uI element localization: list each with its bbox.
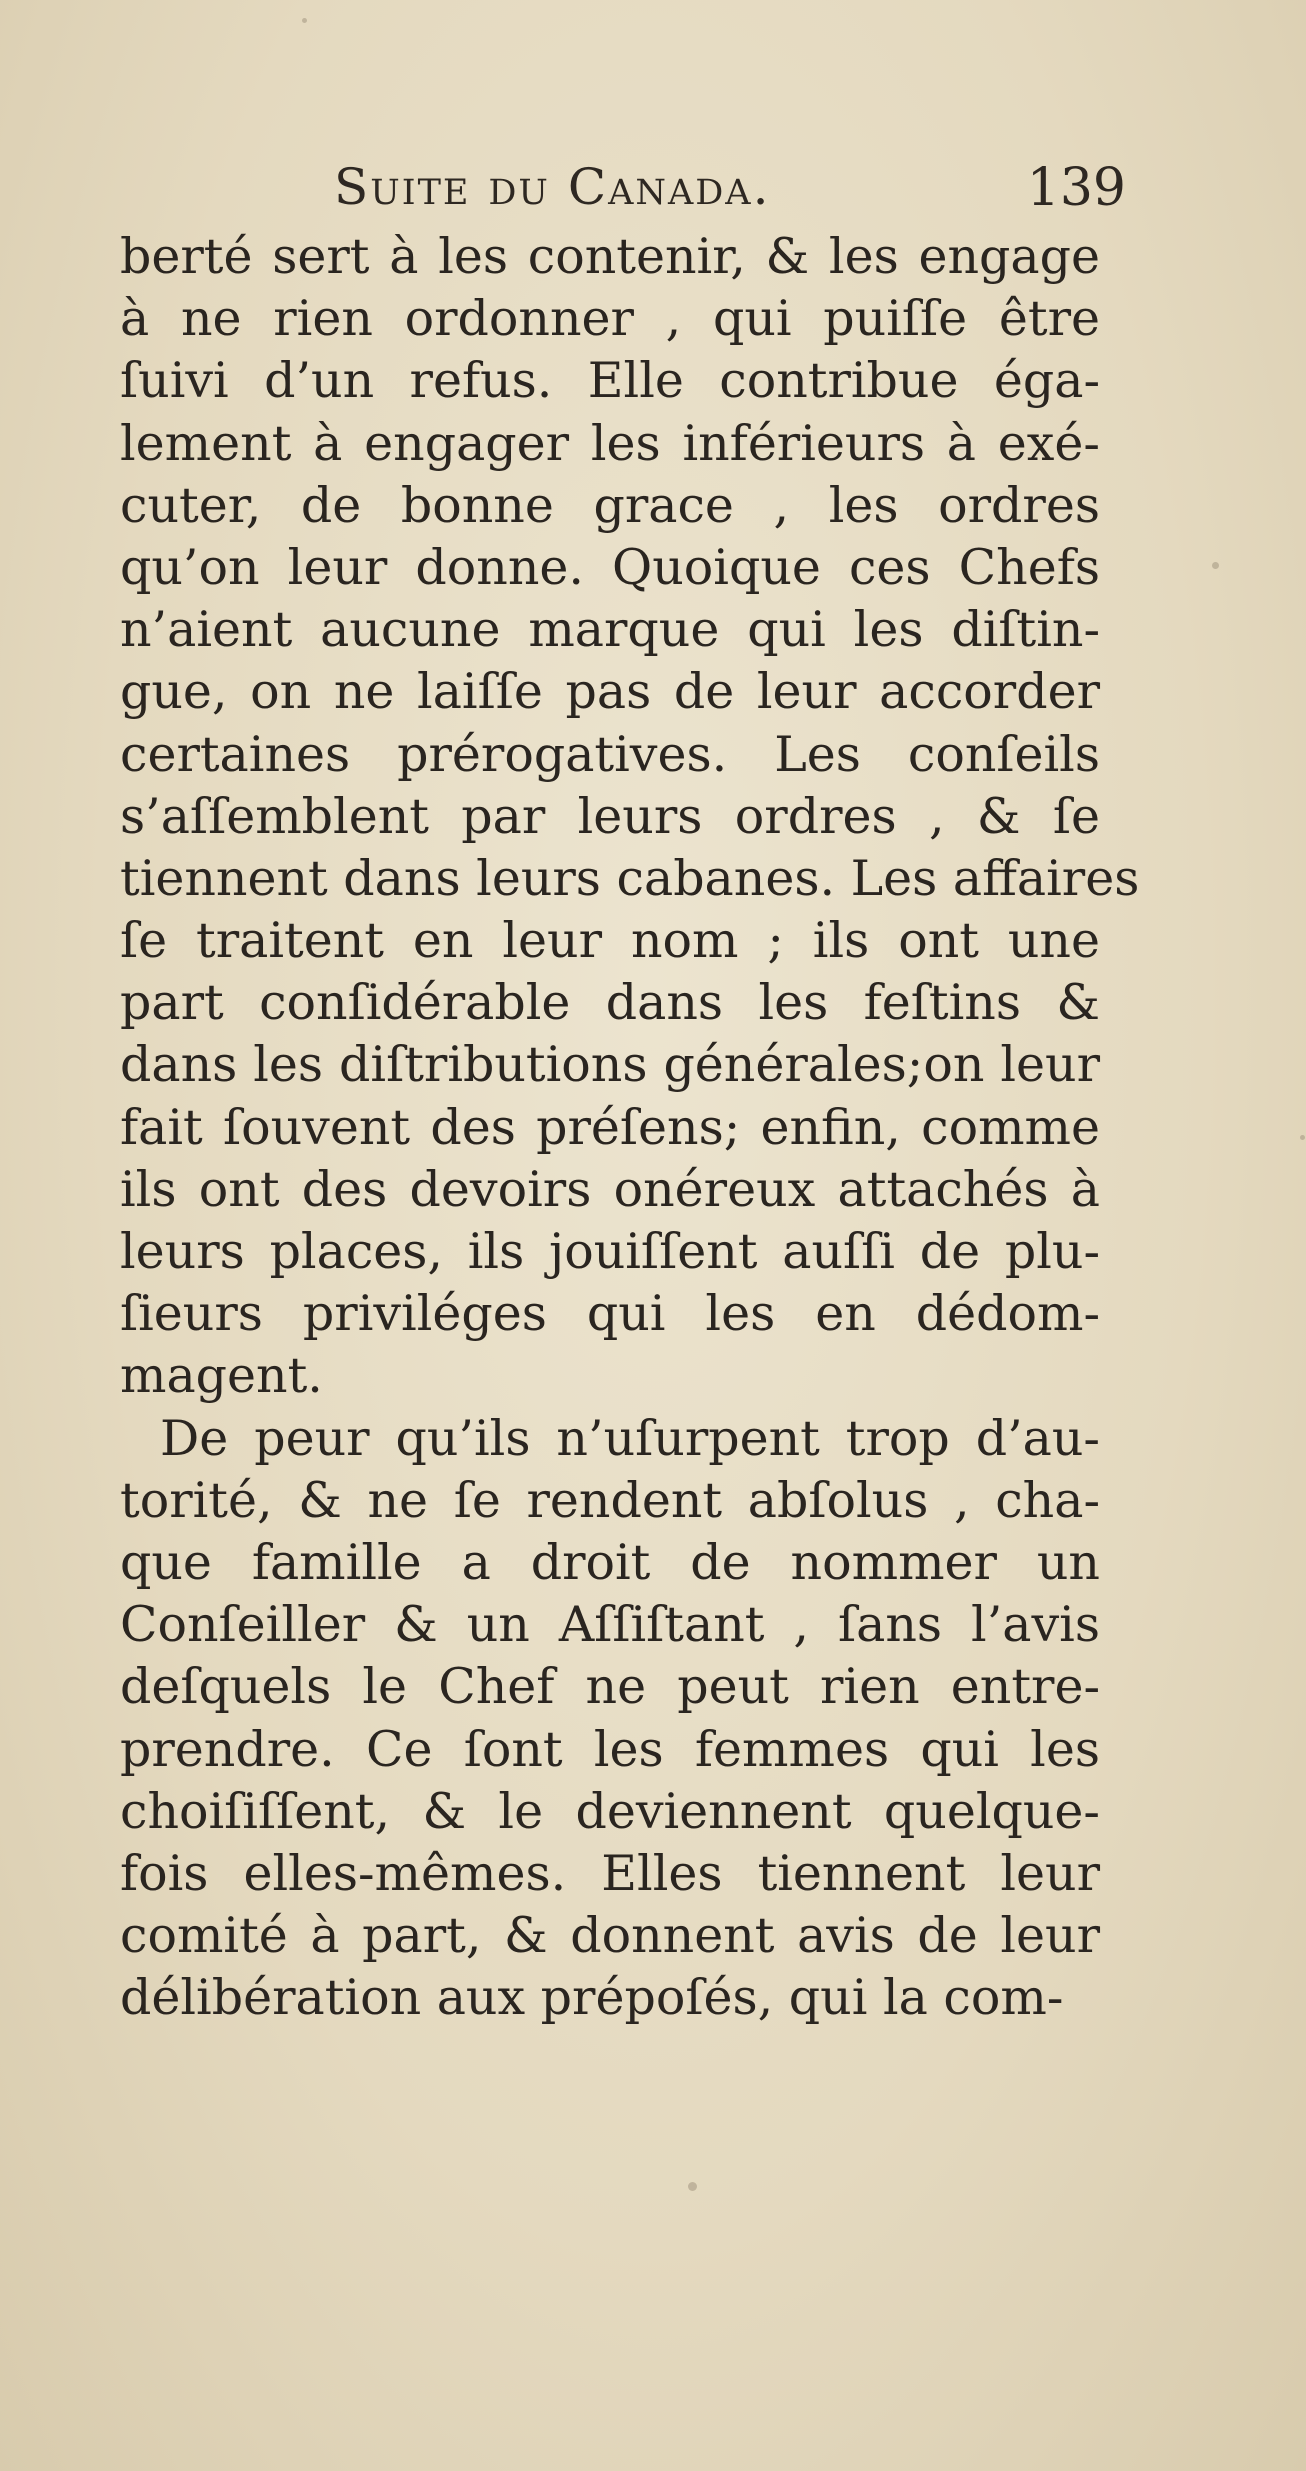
text-line: De peur qu’ils n’uſurpent trop d’au- [160, 1409, 1100, 1467]
paper-spot [688, 2182, 697, 2191]
text-line: ſieurs priviléges qui les en dédom- [120, 1285, 1100, 1343]
text-line: à ne rien ordonner , qui puiſſe être [120, 290, 1100, 348]
text-line: fait ſouvent des préſens; enfin, comme [120, 1098, 1100, 1156]
text-line: dans les diſtributions générales;on leur [120, 1036, 1100, 1094]
text-line: n’aient aucune marque qui les diſtin- [120, 601, 1100, 659]
text-line: comité à part, & donnent avis de leur [120, 1907, 1100, 1965]
text-line: Conſeiller & un Aſſiſtant , ſans l’avis [120, 1596, 1100, 1654]
text-line: choiſiſſent, & le deviennent quelque- [120, 1782, 1100, 1840]
text-line: ils ont des devoirs onéreux attachés à [120, 1160, 1100, 1218]
text-line: berté sert à les contenir, & les engage [120, 228, 1100, 285]
text-line: ſuivi d’un refus. Elle contribue éga- [120, 352, 1100, 410]
text-line: torité, & ne ſe rendent abſolus , cha- [120, 1471, 1100, 1529]
text-line: délibération aux prépoſés, qui la com- [120, 1969, 1064, 2027]
text-line: certaines prérogatives. Les conſeils [120, 725, 1100, 783]
text-line: ſe traitent en leur nom ; ils ont une [120, 912, 1100, 970]
text-line: magent. [120, 1347, 323, 1405]
paper-spot [1212, 562, 1219, 569]
text-line: part conſidérable dans les feſtins & [120, 974, 1100, 1032]
text-line: lement à engager les inférieurs à exé- [120, 414, 1100, 472]
page-number: 139 [1026, 158, 1126, 218]
page-header [120, 158, 1126, 228]
text-line: prendre. Ce ſont les femmes qui les [120, 1720, 1100, 1778]
text-line: cuter, de bonne grace , les ordres [120, 476, 1100, 534]
text-line: qu’on leur donne. Quoique ces Chefs [120, 538, 1100, 596]
running-head: Suite du Canada. [334, 158, 771, 216]
paper-spot [302, 18, 307, 23]
text-line: s’aſſemblent par leurs ordres , & ſe [120, 787, 1100, 845]
text-line: tiennent dans leurs cabanes. Les affaires [120, 849, 1140, 907]
body-text [120, 226, 1140, 2029]
text-line: fois elles-mêmes. Elles tiennent leur [120, 1844, 1100, 1902]
text-line: deſquels le Chef ne peut rien entre- [120, 1658, 1100, 1716]
paper-spot [1300, 1135, 1305, 1140]
text-line: que famille a droit de nommer un [120, 1533, 1100, 1591]
text-line: gue, on ne laiſſe pas de leur accorder [120, 663, 1100, 721]
text-line: leurs places, ils jouiſſent auſſi de plu- [120, 1223, 1100, 1280]
